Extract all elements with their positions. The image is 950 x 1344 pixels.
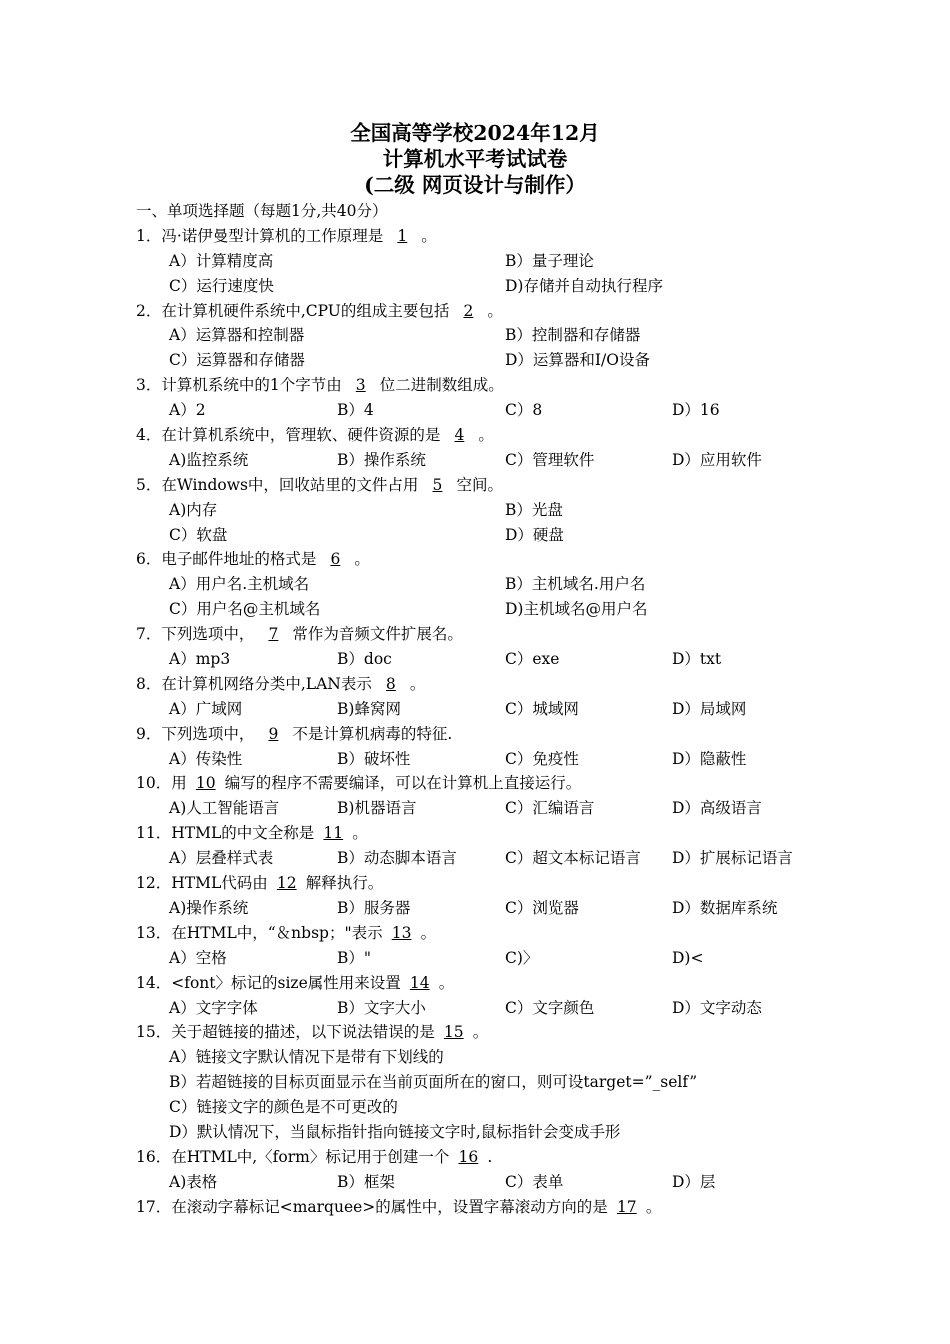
stem-text: 3．计算机系统中的1个字节由 (136, 376, 342, 395)
option: A)监控系统 (169, 450, 249, 469)
title-line-3: (二级 网页设计与制作） (364, 173, 586, 197)
option: A）层叠样式表 (169, 849, 274, 868)
stem-text-end: 位二进制数组成。 (379, 376, 504, 395)
option-row (136, 697, 836, 722)
title-line-1: 全国高等学校2024年12月 (350, 121, 600, 145)
stem-text-end: . (487, 1147, 493, 1166)
option: D）数据库系统 (672, 898, 778, 917)
question-stem (136, 547, 836, 572)
stem-text: 6．电子邮件地址的格式是 (136, 550, 317, 569)
stem-text-end: 常作为音频文件扩展名。 (292, 625, 463, 644)
option: C）运算器和存储器 (169, 351, 305, 370)
option: A）mp3 (169, 650, 231, 669)
option-row (136, 523, 836, 548)
option-row (136, 572, 836, 597)
option: A)表格 (169, 1172, 218, 1191)
option: A）广域网 (169, 699, 243, 718)
option: A）文字字体 (169, 998, 258, 1017)
option: D）应用软件 (672, 450, 762, 469)
option: B）服务器 (337, 898, 411, 917)
option: B）量子理论 (505, 251, 594, 270)
option: C）用户名@主机域名 (169, 600, 321, 619)
stem-text: 14．<font〉标记的size属性用来设置 (136, 973, 401, 992)
option: D)< (672, 948, 704, 967)
option: C）链接文字的颜色是不可更改的 (169, 1098, 398, 1117)
stem-text: 16．在HTML中,〈form〉标记用于创建一个 (136, 1147, 450, 1166)
option: C）免疫性 (505, 749, 579, 768)
stem-text-end: 。 (645, 1197, 662, 1216)
option: C）8 (505, 401, 543, 420)
option-row (136, 398, 836, 423)
stem-text-end: 编写的程序不需要编译，可以在计算机上直接运行。 (224, 774, 582, 793)
question-stem (136, 1195, 836, 1220)
option: D）隐蔽性 (672, 749, 747, 768)
answer-blank: 5 (432, 475, 443, 494)
option: B）操作系统 (337, 450, 426, 469)
option-row (136, 597, 836, 622)
question-stem (136, 224, 836, 249)
option: D）文字动态 (672, 998, 762, 1017)
option: D）默认情况下，当鼠标指针指向链接文字时,鼠标指针会变成手形 (169, 1122, 621, 1141)
option-row (136, 796, 836, 821)
exam-title (0, 120, 950, 198)
stem-text: 15．关于超链接的描述，以下说法错误的是 (136, 1023, 435, 1042)
question-stem (136, 771, 836, 796)
stem-text-end: 。 (421, 226, 437, 245)
option: A）链接文字默认情况下是带有下划线的 (169, 1048, 444, 1067)
option: D）高级语言 (672, 799, 762, 818)
option: A）用户名.主机域名 (169, 575, 310, 594)
answer-blank: 4 (454, 426, 465, 445)
option: D）扩展标记语言 (672, 849, 793, 868)
answer-blank: 2 (463, 301, 474, 320)
option: C）exe (505, 650, 560, 669)
stem-text: 8．在计算机网络分类中,LAN表示 (136, 674, 372, 693)
option-row (136, 323, 836, 348)
answer-blank: 6 (330, 550, 341, 569)
option: D）16 (672, 401, 720, 420)
option-row (136, 348, 836, 373)
option: A）传染性 (169, 749, 243, 768)
option: A）运算器和控制器 (169, 326, 305, 345)
option-row (136, 846, 836, 871)
question-stem (136, 921, 836, 946)
stem-text-end: 空间。 (456, 475, 503, 494)
option: B）" (337, 948, 372, 967)
option: D）层 (672, 1172, 716, 1191)
answer-blank: 11 (323, 824, 344, 843)
stem-text-end: 。 (438, 973, 455, 992)
stem-text: 17．在滚动字幕标记<marquee>的属性中，设置字幕滚动方向的是 (136, 1197, 608, 1216)
option-row (136, 274, 836, 299)
option: C）表单 (505, 1172, 564, 1191)
option: C)〉 (505, 948, 539, 967)
option: D)主机域名@用户名 (505, 600, 648, 619)
option: B）破坏性 (337, 749, 411, 768)
answer-blank: 14 (409, 973, 430, 992)
question-list (136, 224, 836, 1220)
option: C）超文本标记语言 (505, 849, 641, 868)
option: D）局域网 (672, 699, 747, 718)
stem-text-end: 。 (352, 824, 368, 843)
option: B）4 (337, 401, 374, 420)
stem-text-end: 不是计算机病毒的特征. (292, 724, 453, 743)
option: B）动态脚本语言 (337, 849, 457, 868)
title-line-2: 计算机水平考试试卷 (382, 147, 568, 171)
option: A）2 (169, 401, 206, 420)
option-row (136, 996, 836, 1021)
question-stem (136, 373, 836, 398)
option: C）城域网 (505, 699, 579, 718)
answer-blank: 12 (276, 874, 297, 893)
question-stem (136, 299, 836, 324)
option: D)存储并自动执行程序 (505, 276, 663, 295)
answer-blank: 7 (268, 625, 279, 644)
stem-text-end: 。 (487, 301, 503, 320)
option-row (136, 747, 836, 772)
option: B）控制器和存储器 (505, 326, 641, 345)
answer-blank: 10 (195, 774, 216, 793)
stem-text-end: 。 (409, 674, 426, 693)
answer-blank: 13 (391, 923, 412, 942)
stem-text: 2．在计算机硬件系统中,CPU的组成主要包括 (136, 301, 450, 320)
option: A)操作系统 (169, 898, 249, 917)
option: D）运算器和I/O设备 (505, 351, 650, 370)
option: B）光盘 (505, 500, 563, 519)
question-stem (136, 1020, 836, 1045)
stem-text: 4．在计算机系统中，管理软、硬件资源的是 (136, 426, 441, 445)
question-stem (136, 423, 836, 448)
stem-text: 12．HTML代码由 (136, 874, 268, 893)
option-row (136, 647, 836, 672)
stem-text: 7．下列选项中， (136, 625, 255, 644)
option: B）文字大小 (337, 998, 426, 1017)
question-stem (136, 622, 836, 647)
option: A)内存 (169, 500, 218, 519)
answer-blank: 3 (355, 376, 366, 395)
answer-blank: 8 (385, 674, 396, 693)
option-row (136, 1170, 836, 1195)
option: A）空格 (169, 948, 227, 967)
answer-blank: 15 (443, 1023, 464, 1042)
option: B）doc (337, 650, 392, 669)
stem-text: 1．冯·诺伊曼型计算机的工作原理是 (136, 226, 384, 245)
stem-text-end: 。 (420, 923, 437, 942)
stem-text: 5．在Windows中，回收站里的文件占用 (136, 475, 419, 494)
stem-text-end: 。 (354, 550, 370, 569)
option-row (136, 498, 836, 523)
stem-text-end: 。 (478, 426, 494, 445)
option: B）若超链接的目标页面显示在当前页面所在的窗口，则可设target=”_self” (169, 1073, 698, 1092)
option: C）运行速度快 (169, 276, 274, 295)
stem-text-end: 解释执行。 (305, 874, 384, 893)
option: A）计算精度高 (169, 251, 274, 270)
question-stem (136, 871, 836, 896)
question-stem (136, 1145, 836, 1170)
answer-blank: 16 (458, 1147, 479, 1166)
question-stem (136, 672, 836, 697)
answer-blank: 9 (268, 724, 279, 743)
stem-text: 13．在HTML中，“＆nbsp；"表示 (136, 923, 383, 942)
option-row (136, 896, 836, 921)
question-stem (136, 821, 836, 846)
option: C）浏览器 (505, 898, 579, 917)
option-row (136, 249, 836, 274)
option: B）框架 (337, 1172, 395, 1191)
question-stem (136, 971, 836, 996)
option-row (136, 946, 836, 971)
answer-blank: 17 (616, 1197, 637, 1216)
section-heading: 一、单项选择题（每题1分,共40分） (136, 202, 388, 220)
option: B）主机域名.用户名 (505, 575, 646, 594)
option: B)蜂窝网 (337, 699, 401, 718)
option: C）汇编语言 (505, 799, 595, 818)
answer-blank: 1 (397, 226, 408, 245)
option: A)人工智能语言 (169, 799, 280, 818)
option: B)机器语言 (337, 799, 417, 818)
option: D）txt (672, 650, 722, 669)
stem-text: 11．HTML的中文全称是 (136, 824, 315, 843)
question-stem (136, 473, 836, 498)
option: D）硬盘 (505, 525, 564, 544)
option: C）文字颜色 (505, 998, 595, 1017)
stem-text-end: 。 (472, 1023, 489, 1042)
stem-text: 10．用 (136, 774, 187, 793)
stem-text: 9．下列选项中， (136, 724, 255, 743)
option-row (136, 448, 836, 473)
option: C）软盘 (169, 525, 228, 544)
exam-content (136, 199, 836, 1220)
question-stem (136, 722, 836, 747)
option: C）管理软件 (505, 450, 595, 469)
